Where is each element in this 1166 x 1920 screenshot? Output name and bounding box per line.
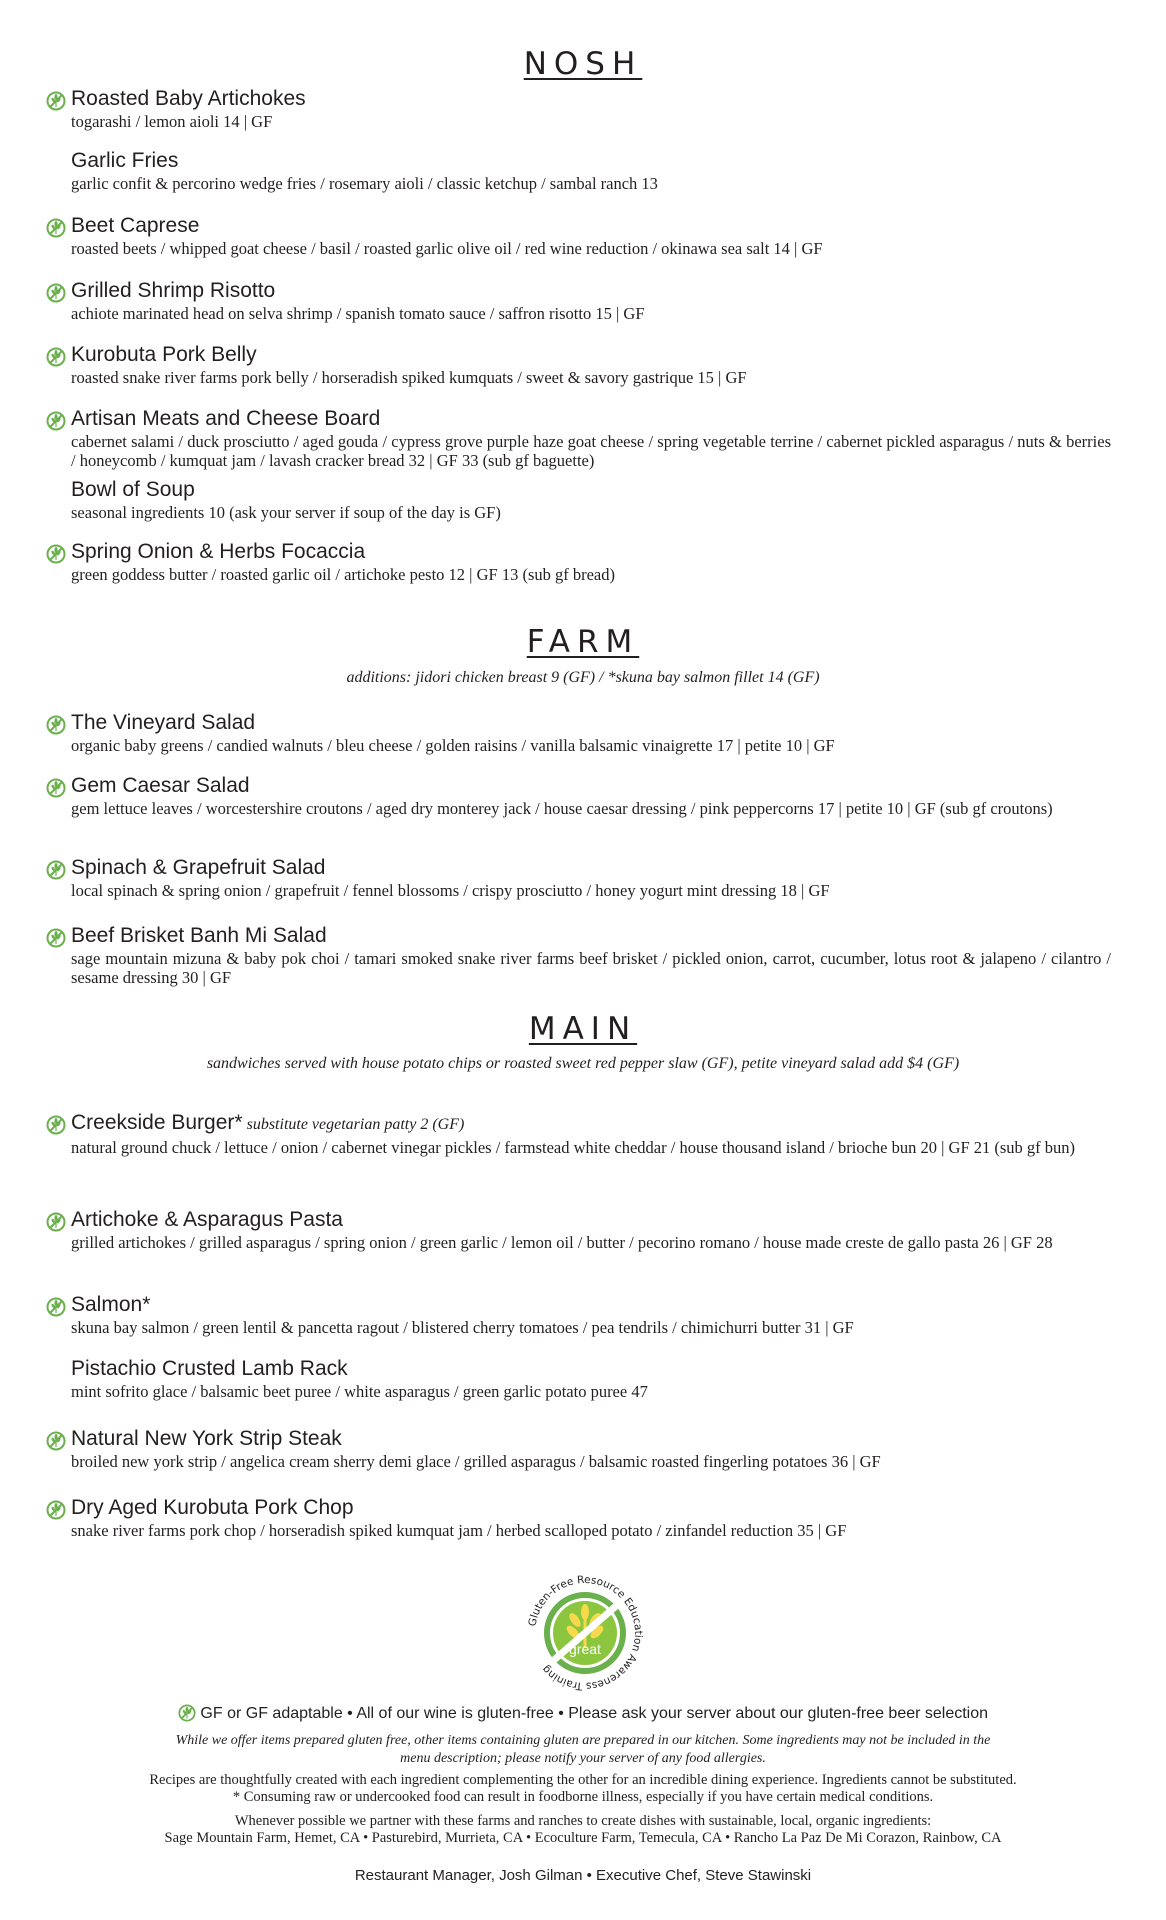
item-name: Natural New York Strip Steak	[71, 1427, 342, 1450]
gluten-free-icon	[46, 1297, 66, 1317]
item-name: Grilled Shrimp Risotto	[71, 279, 276, 302]
item-description: seasonal ingredients 10 (ask your server if soup of the day is GF)	[71, 503, 501, 522]
gluten-free-icon	[46, 928, 66, 948]
menu-item	[71, 1110, 1111, 1157]
menu-item	[71, 855, 1111, 900]
item-name: Artichoke & Asparagus Pasta	[71, 1208, 343, 1231]
section-title-farm: FARM	[526, 624, 640, 660]
item-name: Kurobuta Pork Belly	[71, 343, 257, 366]
gluten-free-icon	[46, 1212, 66, 1232]
raw-food-warning: * Consuming raw or undercooked food can result in foodborne illness, especially if you have certain medical conditions.	[232, 1789, 934, 1805]
item-description: achiote marinated head on selva shrimp / spanish tomato sauce / saffron risotto 15 | GF	[71, 304, 645, 323]
allergy-disclaimer-line-2: menu description; please notify your server of any food allergies.	[400, 1751, 766, 1766]
gluten-free-icon	[46, 1115, 66, 1135]
item-description: natural ground chuck / lettuce / onion / cabernet vinegar pickles / farmstead white cheddar / house thousand island / brioche bun 20 | GF 21 (sub gf bun)	[71, 1138, 1076, 1157]
item-name: Beet Caprese	[71, 214, 200, 237]
item-name-text: Creekside Burger*	[71, 1111, 243, 1134]
gluten-free-icon	[46, 91, 66, 111]
item-description: gem lettuce leaves / worcestershire croutons / aged dry monterey jack / house caesar dressing / pink peppercorns 17 | petite 10 | GF (sub gf croutons)	[71, 799, 1053, 818]
menu-item	[71, 710, 1111, 755]
item-substitution: substitute vegetarian patty 2 (GF)	[242, 1116, 465, 1133]
gf-legend	[0, 1704, 1166, 1723]
item-description: mint sofrito glace / balsamic beet puree / white asparagus / green garlic potato puree 47	[71, 1382, 648, 1401]
menu-item	[71, 278, 1111, 323]
item-name: Spring Onion & Herbs Focaccia	[71, 540, 366, 563]
item-name: Beef Brisket Banh Mi Salad	[71, 924, 327, 947]
gluten-free-icon	[46, 283, 66, 303]
gluten-free-icon	[46, 411, 66, 431]
gluten-free-icon	[46, 778, 66, 798]
item-name: Pistachio Crusted Lamb Rack	[71, 1357, 348, 1380]
item-description: togarashi / lemon aioli 14 | GF	[71, 112, 273, 131]
item-name: Gem Caesar Salad	[71, 774, 250, 797]
gluten-free-icon	[46, 544, 66, 564]
item-description: cabernet salami / duck prosciutto / aged gouda / cypress grove purple haze goat cheese / spring vegetable terrine / cabernet pickled asparagus / nuts & berries / honeycomb / kumquat jam / lavash cracker bread 32 | GF 33 (sub gf baguette)	[71, 432, 1111, 470]
item-description: organic baby greens / candied walnuts / bleu cheese / golden raisins / vanilla balsamic vinaigrette 17 | petite 10 | GF	[71, 736, 835, 755]
item-name: Salmon*	[71, 1293, 151, 1316]
item-name: Garlic Fries	[71, 149, 179, 172]
item-description: broiled new york strip / angelica cream sherry demi glace / grilled asparagus / balsamic roasted fingerling potatoes 36 | GF	[71, 1452, 881, 1471]
menu-item	[71, 539, 1111, 584]
item-description: roasted beets / whipped goat cheese / basil / roasted garlic olive oil / red wine reduction / okinawa sea salt 14 | GF	[71, 239, 823, 258]
menu-item	[71, 406, 1111, 470]
gf-legend-text: GF or GF adaptable • All of our wine is gluten-free • Please ask your server about our gluten-free beer selection	[200, 1705, 989, 1722]
menu-item	[71, 342, 1111, 387]
menu-item	[71, 148, 1111, 193]
item-description: green goddess butter / roasted garlic oil / artichoke pesto 12 | GF 13 (sub gf bread)	[71, 565, 615, 584]
partner-farms: Sage Mountain Farm, Hemet, CA • Pasturebird, Murrieta, CA • Ecoculture Farm, Temecula, CA • Rancho La Paz De Mi Corazon, Rainbow, CA	[164, 1830, 1002, 1846]
menu-item	[71, 923, 1111, 987]
item-description: local spinach & spring onion / grapefruit / fennel blossoms / crispy prosciutto / honey yogurt mint dressing 18 | GF	[71, 881, 830, 900]
item-description: grilled artichokes / grilled asparagus / spring onion / green garlic / lemon oil / butter / pecorino romano / house made creste de gallo pasta 26 | GF 28	[71, 1233, 1053, 1252]
menu-item	[71, 477, 1111, 522]
item-name: Spinach & Grapefruit Salad	[71, 856, 326, 879]
item-description: sage mountain mizuna & baby pok choi / tamari smoked snake river farms beef brisket / pickled onion, carrot, cucumber, lotus root & jalapeno / cilantro / sesame dressing 30 | GF	[71, 949, 1111, 987]
logo-ring-text: Gluten-Free Resource Education Awareness Training	[526, 1573, 645, 1693]
item-name: Roasted Baby Artichokes	[71, 87, 306, 110]
item-description: snake river farms pork chop / horseradish spiked kumquat jam / herbed scalloped potato / zinfandel reduction 35 | GF	[71, 1521, 847, 1540]
gluten-free-icon	[46, 218, 66, 238]
item-name	[71, 1110, 1111, 1138]
menu-item	[71, 86, 1111, 131]
gluten-free-icon	[46, 860, 66, 880]
recipes-note: Recipes are thoughtfully created with each ingredient complementing the other for an incredible dining experience. Ingredients cannot be substituted.	[149, 1772, 1017, 1788]
gluten-free-icon	[178, 1704, 196, 1722]
gluten-free-icon	[46, 715, 66, 735]
allergy-disclaimer-line-1: While we offer items prepared gluten free, other items containing gluten are prepared in our kitchen. Some ingredients may not be included in the	[175, 1733, 991, 1748]
menu-item	[71, 1426, 1111, 1471]
item-description: skuna bay salmon / green lentil & pancetta ragout / blistered cherry tomatoes / pea tendrils / chimichurri butter 31 | GF	[71, 1318, 854, 1337]
logo-center-text: great	[569, 1641, 601, 1657]
menu-item	[71, 773, 1111, 818]
gluten-free-icon	[46, 1431, 66, 1451]
menu-item	[71, 1356, 1111, 1401]
menu-item	[71, 1292, 1111, 1337]
item-description: roasted snake river farms pork belly / horseradish spiked kumquats / sweet & savory gastrique 15 | GF	[71, 368, 747, 387]
gluten-free-great-logo	[520, 1568, 650, 1698]
item-name: Bowl of Soup	[71, 478, 195, 501]
partners-intro: Whenever possible we partner with these farms and ranches to create dishes with sustainable, local, organic ingredients:	[234, 1813, 932, 1829]
main-sandwiches-note: sandwiches served with house potato chips or roasted sweet red pepper slaw (GF), petite vineyard salad add $4 (GF)	[206, 1055, 960, 1072]
menu-item	[71, 1207, 1111, 1252]
farm-additions-note: additions: jidori chicken breast 9 (GF) / *skuna bay salmon fillet 14 (GF)	[346, 669, 820, 686]
item-name: Dry Aged Kurobuta Pork Chop	[71, 1496, 354, 1519]
staff-credits: Restaurant Manager, Josh Gilman • Executive Chef, Steve Stawinski	[354, 1867, 812, 1884]
item-description: garlic confit & percorino wedge fries / rosemary aioli / classic ketchup / sambal ranch 13	[71, 174, 658, 193]
item-name: The Vineyard Salad	[71, 711, 256, 734]
menu-item	[71, 1495, 1111, 1540]
section-title-nosh: NOSH	[523, 46, 643, 82]
gluten-free-icon	[46, 1500, 66, 1520]
item-name: Artisan Meats and Cheese Board	[71, 407, 381, 430]
section-title-main: MAIN	[528, 1011, 638, 1047]
menu-item	[71, 213, 1111, 258]
gluten-free-icon	[46, 347, 66, 367]
